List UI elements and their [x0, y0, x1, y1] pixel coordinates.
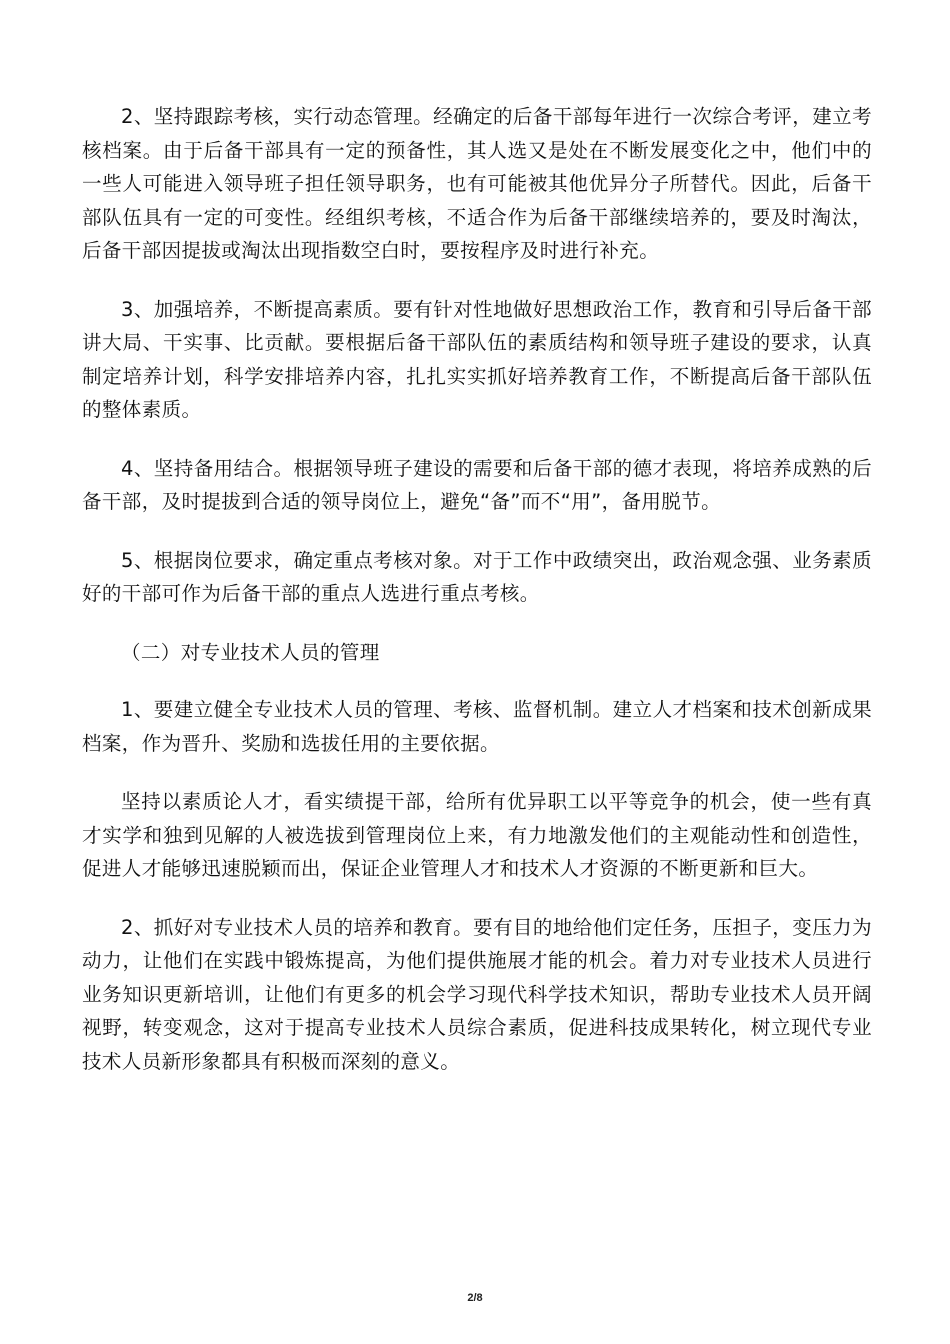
page-number: 2/8 [467, 1292, 483, 1304]
document-body [82, 100, 872, 1103]
paragraph-management-mechanism: 1、要建立健全专业技术人员的管理、考核、监督机制。建立人才档案和技术创新成果档案，作为晋升、奖励和选拔任用的主要依据。 [82, 698, 872, 755]
paragraph-key-assessment-targets: 5、根据岗位要求，确定重点考核对象。对于工作中政绩突出，政治观念强、业务素质好的干部可作为后备干部的重点人选进行重点考核。 [82, 548, 872, 605]
paragraph-strengthen-training: 3、加强培养，不断提高素质。要有针对性地做好思想政治工作，教育和引导后备干部讲大局、干实事、比贡献。要根据后备干部队伍的素质结构和领导班子建设的要求，认真制定培养计划，科学安排培养内容，扎扎实实抓好培养教育工作，不断提高后备干部队伍的整体素质。 [82, 297, 872, 421]
paragraph-tracking-assessment: 2、坚持跟踪考核，实行动态管理。经确定的后备干部每年进行一次综合考评，建立考核档案。由于后备干部具有一定的预备性，其人选又是处在不断发展变化之中，他们中的一些人可能进入领导班子担任领导职务，也有可能被其他优异分子所替代。因此，后备干部队伍具有一定的可变性。经组织考核，不适合作为后备干部继续培养的，要及时淘汰，后备干部因提拔或淘汰出现指数空白时，要按程序及时进行补充。 [82, 105, 872, 262]
paragraph-combine-reserve-use: 4、坚持备用结合。根据领导班子建设的需要和后备干部的德才表现，将培养成熟的后备干部，及时提拔到合适的领导岗位上，避免“备”而不“用”，备用脱节。 [82, 456, 872, 513]
paragraph-quality-talent: 坚持以素质论人才，看实绩提干部，给所有优异职工以平等竞争的机会，使一些有真才实学和独到见解的人被选拔到管理岗位上来，有力地激发他们的主观能动性和创造性，促进人才能够迅速脱颖而出，保证企业管理人才和技术人才资源的不断更新和巨大。 [82, 790, 872, 880]
paragraph-training-education: 2、抓好对专业技术人员的培养和教育。要有目的地给他们定任务，压担子，变压力为动力，让他们在实践中锻炼提高，为他们提供施展才能的机会。着力对专业技术人员进行业务知识更新培训，让他们有更多的机会学习现代科学技术知识，帮助专业技术人员开阔视野，转变观念，这对于提高专业技术人员综合素质，促进科技成果转化，树立现代专业技术人员新形象都具有积极而深刻的意义。 [82, 915, 872, 1073]
section-heading-technical-staff: （二）对专业技术人员的管理 [121, 640, 380, 664]
